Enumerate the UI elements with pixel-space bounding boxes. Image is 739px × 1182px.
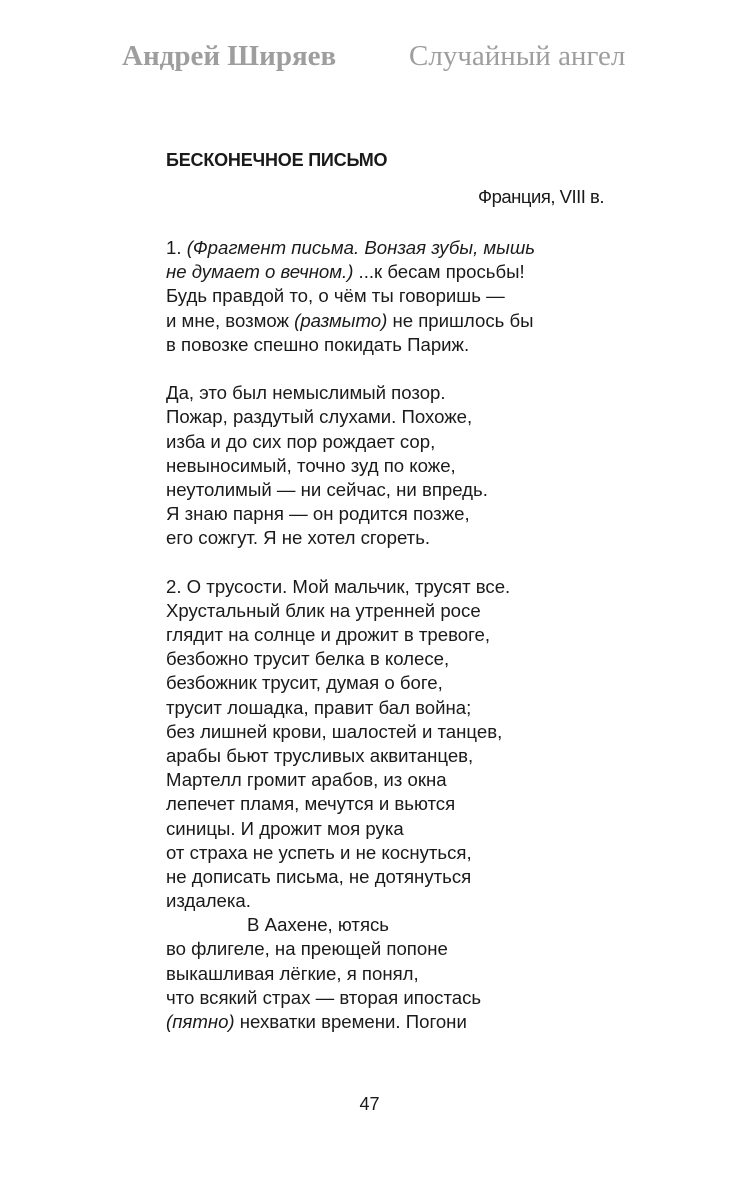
poem-line: от страха не успеть и не коснуться, [166,841,472,863]
poem-place-date: Франция, VIII в. [478,186,604,207]
poem-line: Хрустальный блик на утренней росе [166,599,481,621]
poem-line: не дописать письма, не дотянуться [166,865,472,887]
poem-line: глядит на солнце и дрожит в тревоге, [166,624,491,645]
poem-line: лепечет пламя, мечутся и вьются [166,793,456,815]
poem-line: безбожник трусит, думая о боге, [166,672,443,694]
poem-line: 2. О трусости. Мой мальчик, трусят все. [166,575,511,597]
stanza-break [166,550,636,574]
poem-line: 1. (Фрагмент письма. Вонзая зубы, мышь [166,237,536,258]
poem-line: Я знаю парня — он родится позже, [166,503,470,525]
poem-line: невыносимый, точно зуд по коже, [166,454,456,476]
stanza-break [166,357,636,381]
poem-line: без лишней крови, шалостей и танцев, [166,720,503,742]
poem-line: в повозке спешно покидать Париж. [166,333,470,355]
poem-line: что всякий страх — вторая ипостась [166,986,482,1008]
poem-line: синицы. И дрожит моя рука [166,817,404,839]
poem-line: издалека. [166,890,251,912]
poem-line: Будь правдой то, о чём ты говоришь — [166,285,505,307]
poem-line: арабы бьют трусливых аквитанцев, [166,744,474,766]
poem-line: его сожгут. Я не хотел сгореть. [166,527,431,549]
poem-line: не думает о вечном.) ...к бесам просьбы! [166,261,525,283]
poem-line: Пожар, раздутый слухами. Похоже, [166,406,473,428]
poem-line: Да, это был немыслимый позор. [166,382,446,404]
poem-line-indented: В Аахене, ютясь [247,914,389,936]
poem-line: во флигеле, на преющей попоне [166,938,448,960]
poem-line: и мне, возмож (размыто) не пришлось бы [166,309,534,331]
poem-line: изба и до сих пор рождает сор, [166,430,436,452]
poem-line: неутолимый — ни сейчас, ни впредь. [166,478,488,500]
poem-line: выкашливая лёгкие, я понял, [166,962,419,984]
poem-line: трусит лошадка, правит бал война; [166,696,472,718]
poem-line: (пятно) нехватки времени. Погони [166,1011,467,1032]
poem-body [166,236,636,1034]
running-header [0,40,739,80]
poem-line: безбожно трусит белка в колесе, [166,648,450,670]
poem-line: Мартелл громит арабов, из окна [166,769,447,791]
header-book-title: Случайный ангел [409,40,626,72]
page-number: 47 [359,1094,380,1114]
poem-title: БЕСКОНЕЧНОЕ ПИСЬМО [166,150,388,170]
header-author: Андрей Ширяев [122,40,337,72]
